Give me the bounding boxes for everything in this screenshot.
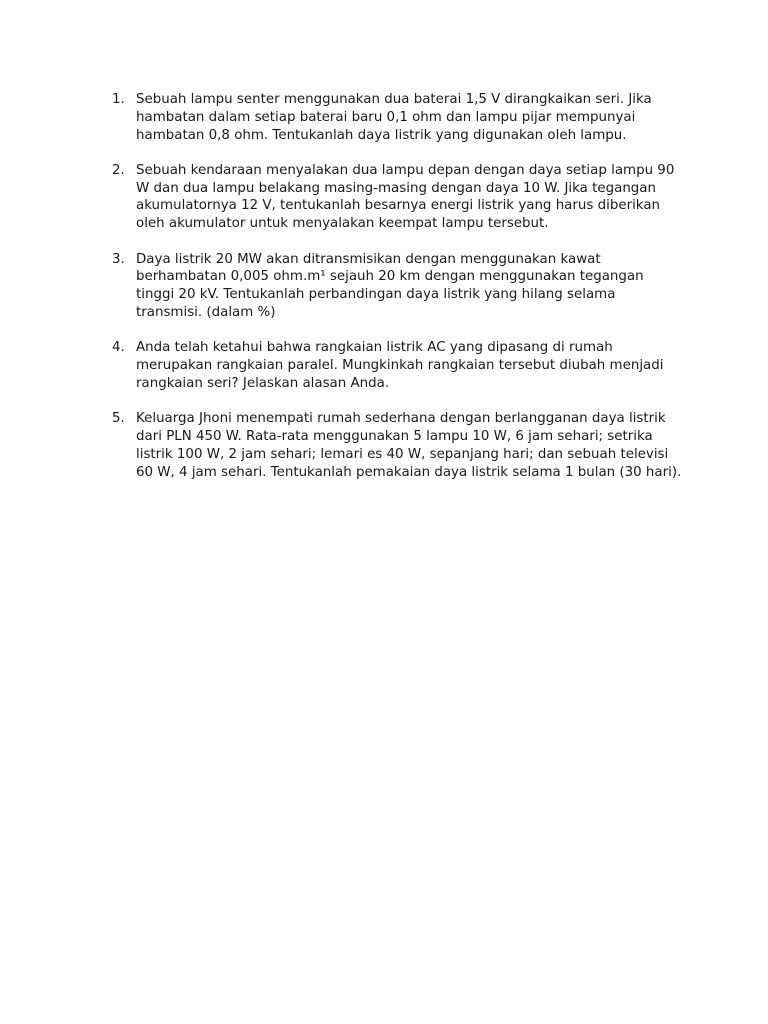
question-item-1 xyxy=(112,91,684,144)
question-item-2 xyxy=(112,162,684,233)
question-number: 2. xyxy=(112,162,125,178)
question-text: Sebuah kendaraan menyalakan dua lampu depan dengan daya setiap lampu 90 W dan dua lampu belakang masing-masing dengan daya 10 W. Jika tegangan akumulatornya 12 V, tentukanlah besarnya energi listrik yang harus diberikan oleh akumulator untuk menyalakan keempat lampu tersebut. xyxy=(136,162,675,232)
question-item-5 xyxy=(112,410,684,481)
question-number: 3. xyxy=(112,251,125,267)
question-number: 1. xyxy=(112,92,125,107)
question-text: Sebuah lampu senter menggunakan dua baterai 1,5 V dirangkaikan seri. Jika hambatan dalam setiap baterai baru 0,1 ohm dan lampu pijar mempunyai hambatan 0,8 ohm. Tentukanlah daya listrik yang digunakan oleh lampu. xyxy=(136,92,652,143)
question-item-4 xyxy=(112,339,684,392)
question-text: Anda telah ketahui bahwa rangkaian listrik AC yang dipasang di rumah merupakan rangkaian paralel. Mungkinkah rangkaian tersebut diubah menjadi rangkaian seri? Jelaskan alasan Anda. xyxy=(136,340,664,391)
question-text: Daya listrik 20 MW akan ditransmisikan dengan menggunakan kawat berhambatan 0,005 ohm.m¹ sejauh 20 km dengan menggunakan tegangan tinggi 20 kV. Tentukanlah perbandingan daya listrik yang hilang selama transmisi. (dalam %) xyxy=(136,251,644,320)
question-item-3 xyxy=(112,251,684,322)
question-number: 4. xyxy=(112,340,125,356)
question-list xyxy=(112,91,684,499)
question-number: 5. xyxy=(112,411,125,427)
question-text: Keluarga Jhoni menempati rumah sederhana dengan berlangganan daya listrik dari PLN 450 W. Rata-rata menggunakan 5 lampu 10 W, 6 jam sehari; setrika listrik 100 W, 2 jam sehari; lemari es 40 W, sepanjang hari; dan sebuah televisi 60 W, 4 jam sehari. Tentukanlah pemakaian daya listrik selama 1 bulan (30 hari). xyxy=(136,411,682,480)
